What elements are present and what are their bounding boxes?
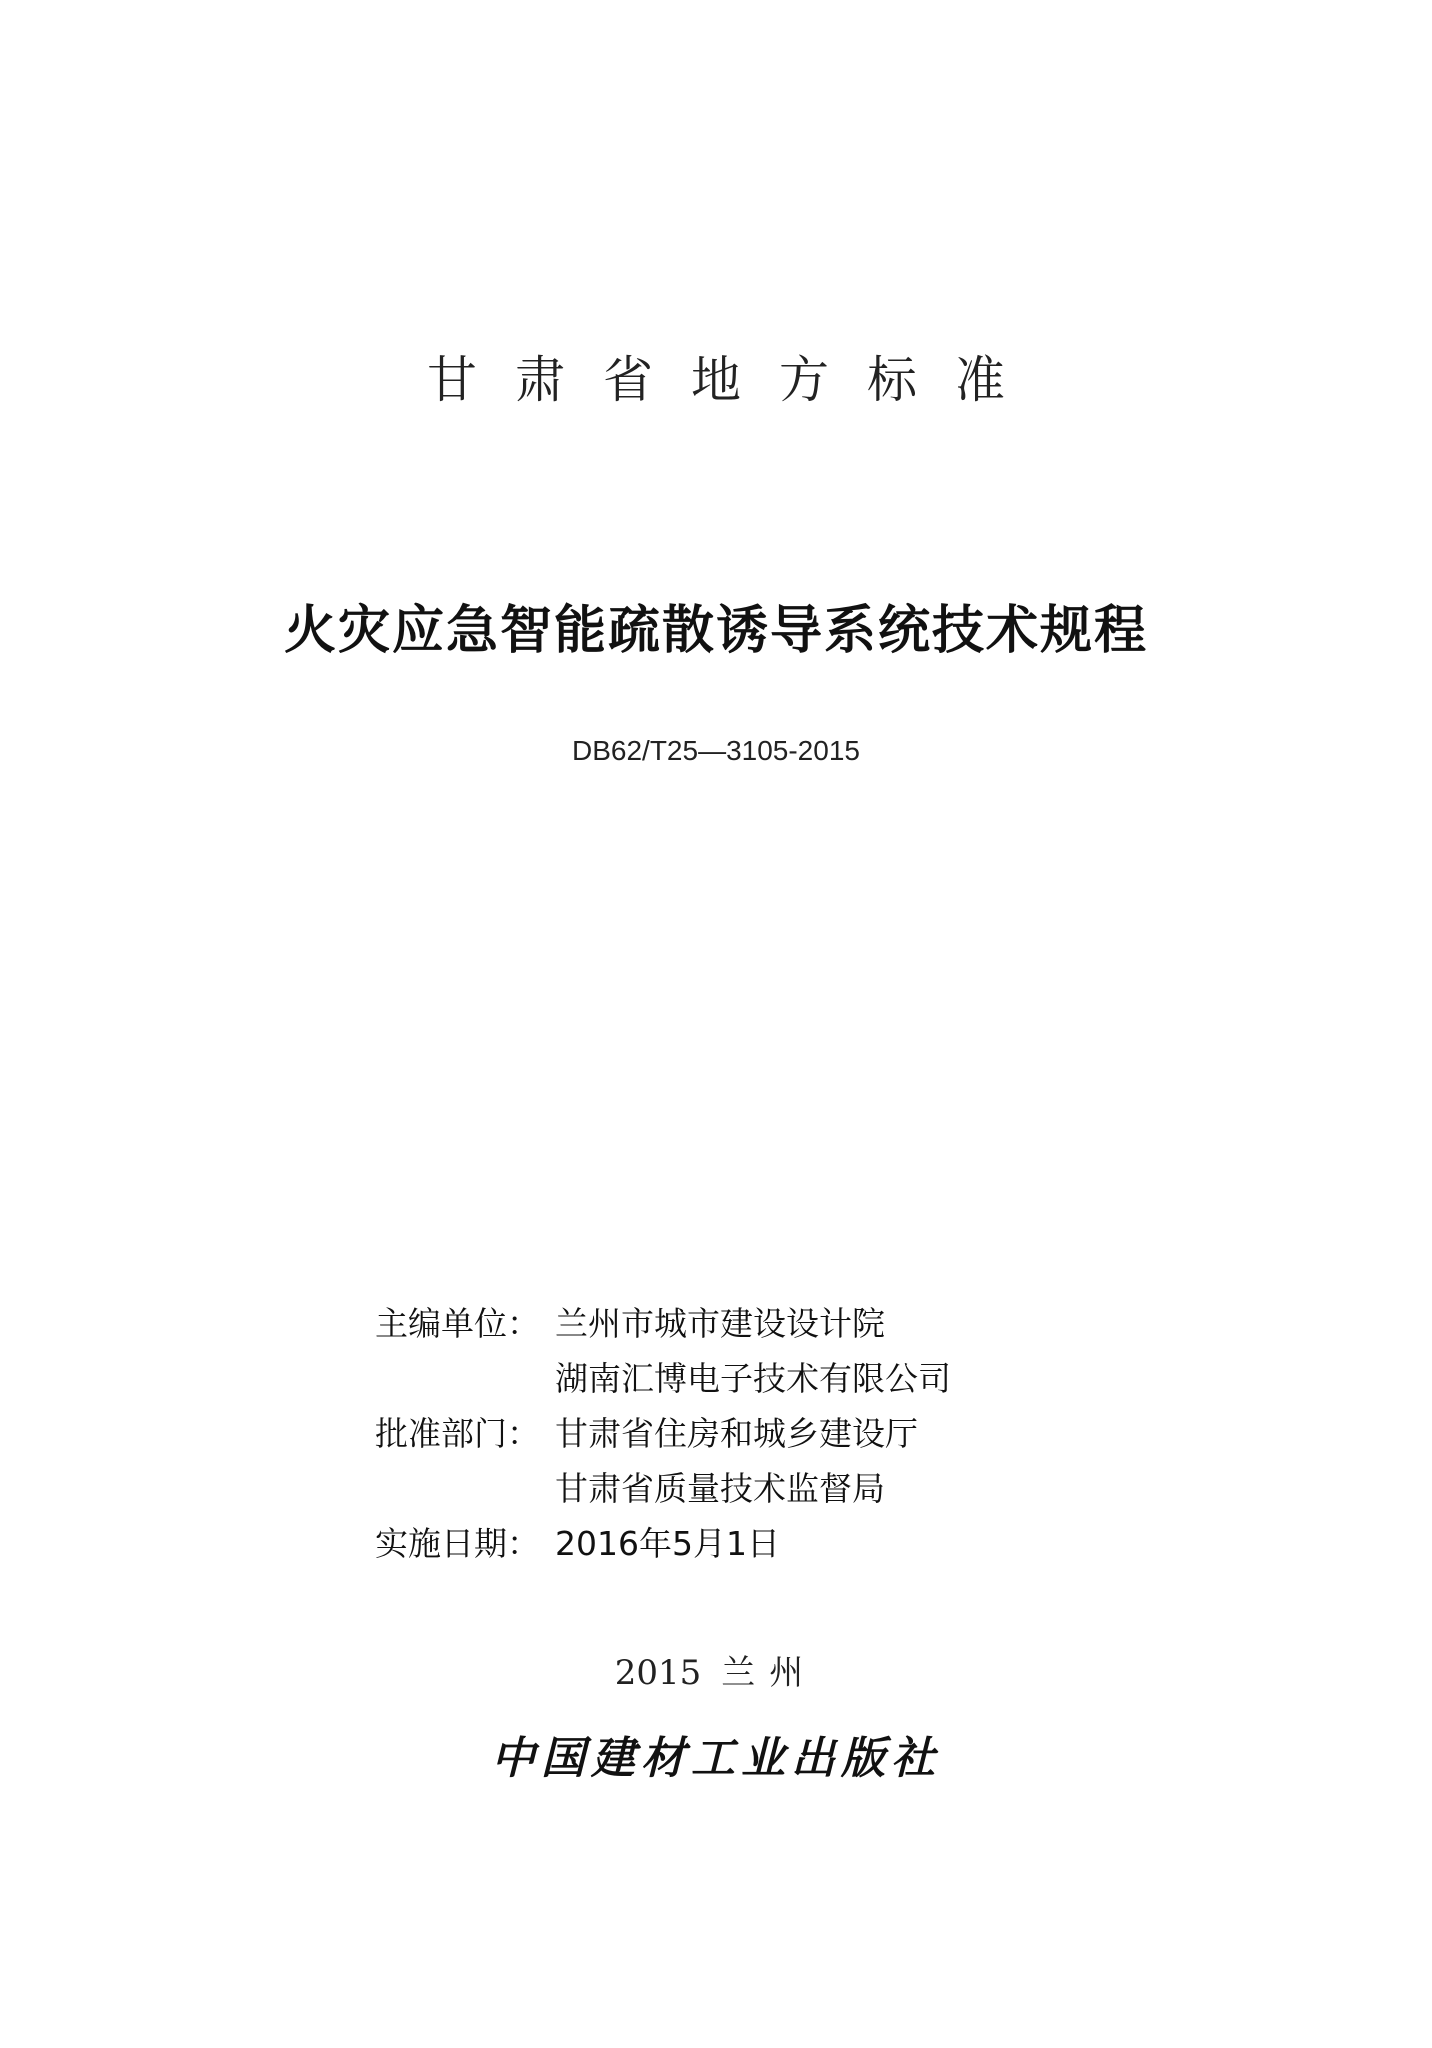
- editor-label: 主编单位：: [375, 1304, 540, 1343]
- editor-name: 兰州市城市建设设计院: [555, 1304, 885, 1343]
- editor-row: [375, 1296, 951, 1406]
- metadata-block: [375, 1296, 951, 1571]
- approver-row: [375, 1406, 951, 1516]
- main-title: 火灾应急智能疏散诱导系统技术规程: [283, 601, 1148, 661]
- approver-name: 甘肃省质量技术监督局: [555, 1469, 885, 1508]
- publish-city: 兰州: [721, 1653, 818, 1693]
- editor-values: [555, 1296, 951, 1406]
- publish-place: [0, 1645, 1432, 1694]
- approver-name: 甘肃省住房和城乡建设厅: [555, 1414, 918, 1453]
- publisher-logo: 中国建材工业出版社: [491, 1733, 941, 1784]
- editor-name: 湖南汇博电子技术有限公司: [555, 1359, 951, 1398]
- date-label: 实施日期：: [375, 1524, 540, 1563]
- series-title: 甘肃省地方标准: [427, 351, 1043, 409]
- approver-label: 批准部门：: [375, 1414, 540, 1453]
- effective-date: 2016年5月1日: [555, 1524, 780, 1563]
- date-values: [555, 1516, 780, 1571]
- approver-values: [555, 1406, 918, 1516]
- publish-year: 2015: [614, 1653, 702, 1693]
- standard-code: DB62/T25—3105-2015: [572, 735, 860, 766]
- date-row: [375, 1516, 951, 1571]
